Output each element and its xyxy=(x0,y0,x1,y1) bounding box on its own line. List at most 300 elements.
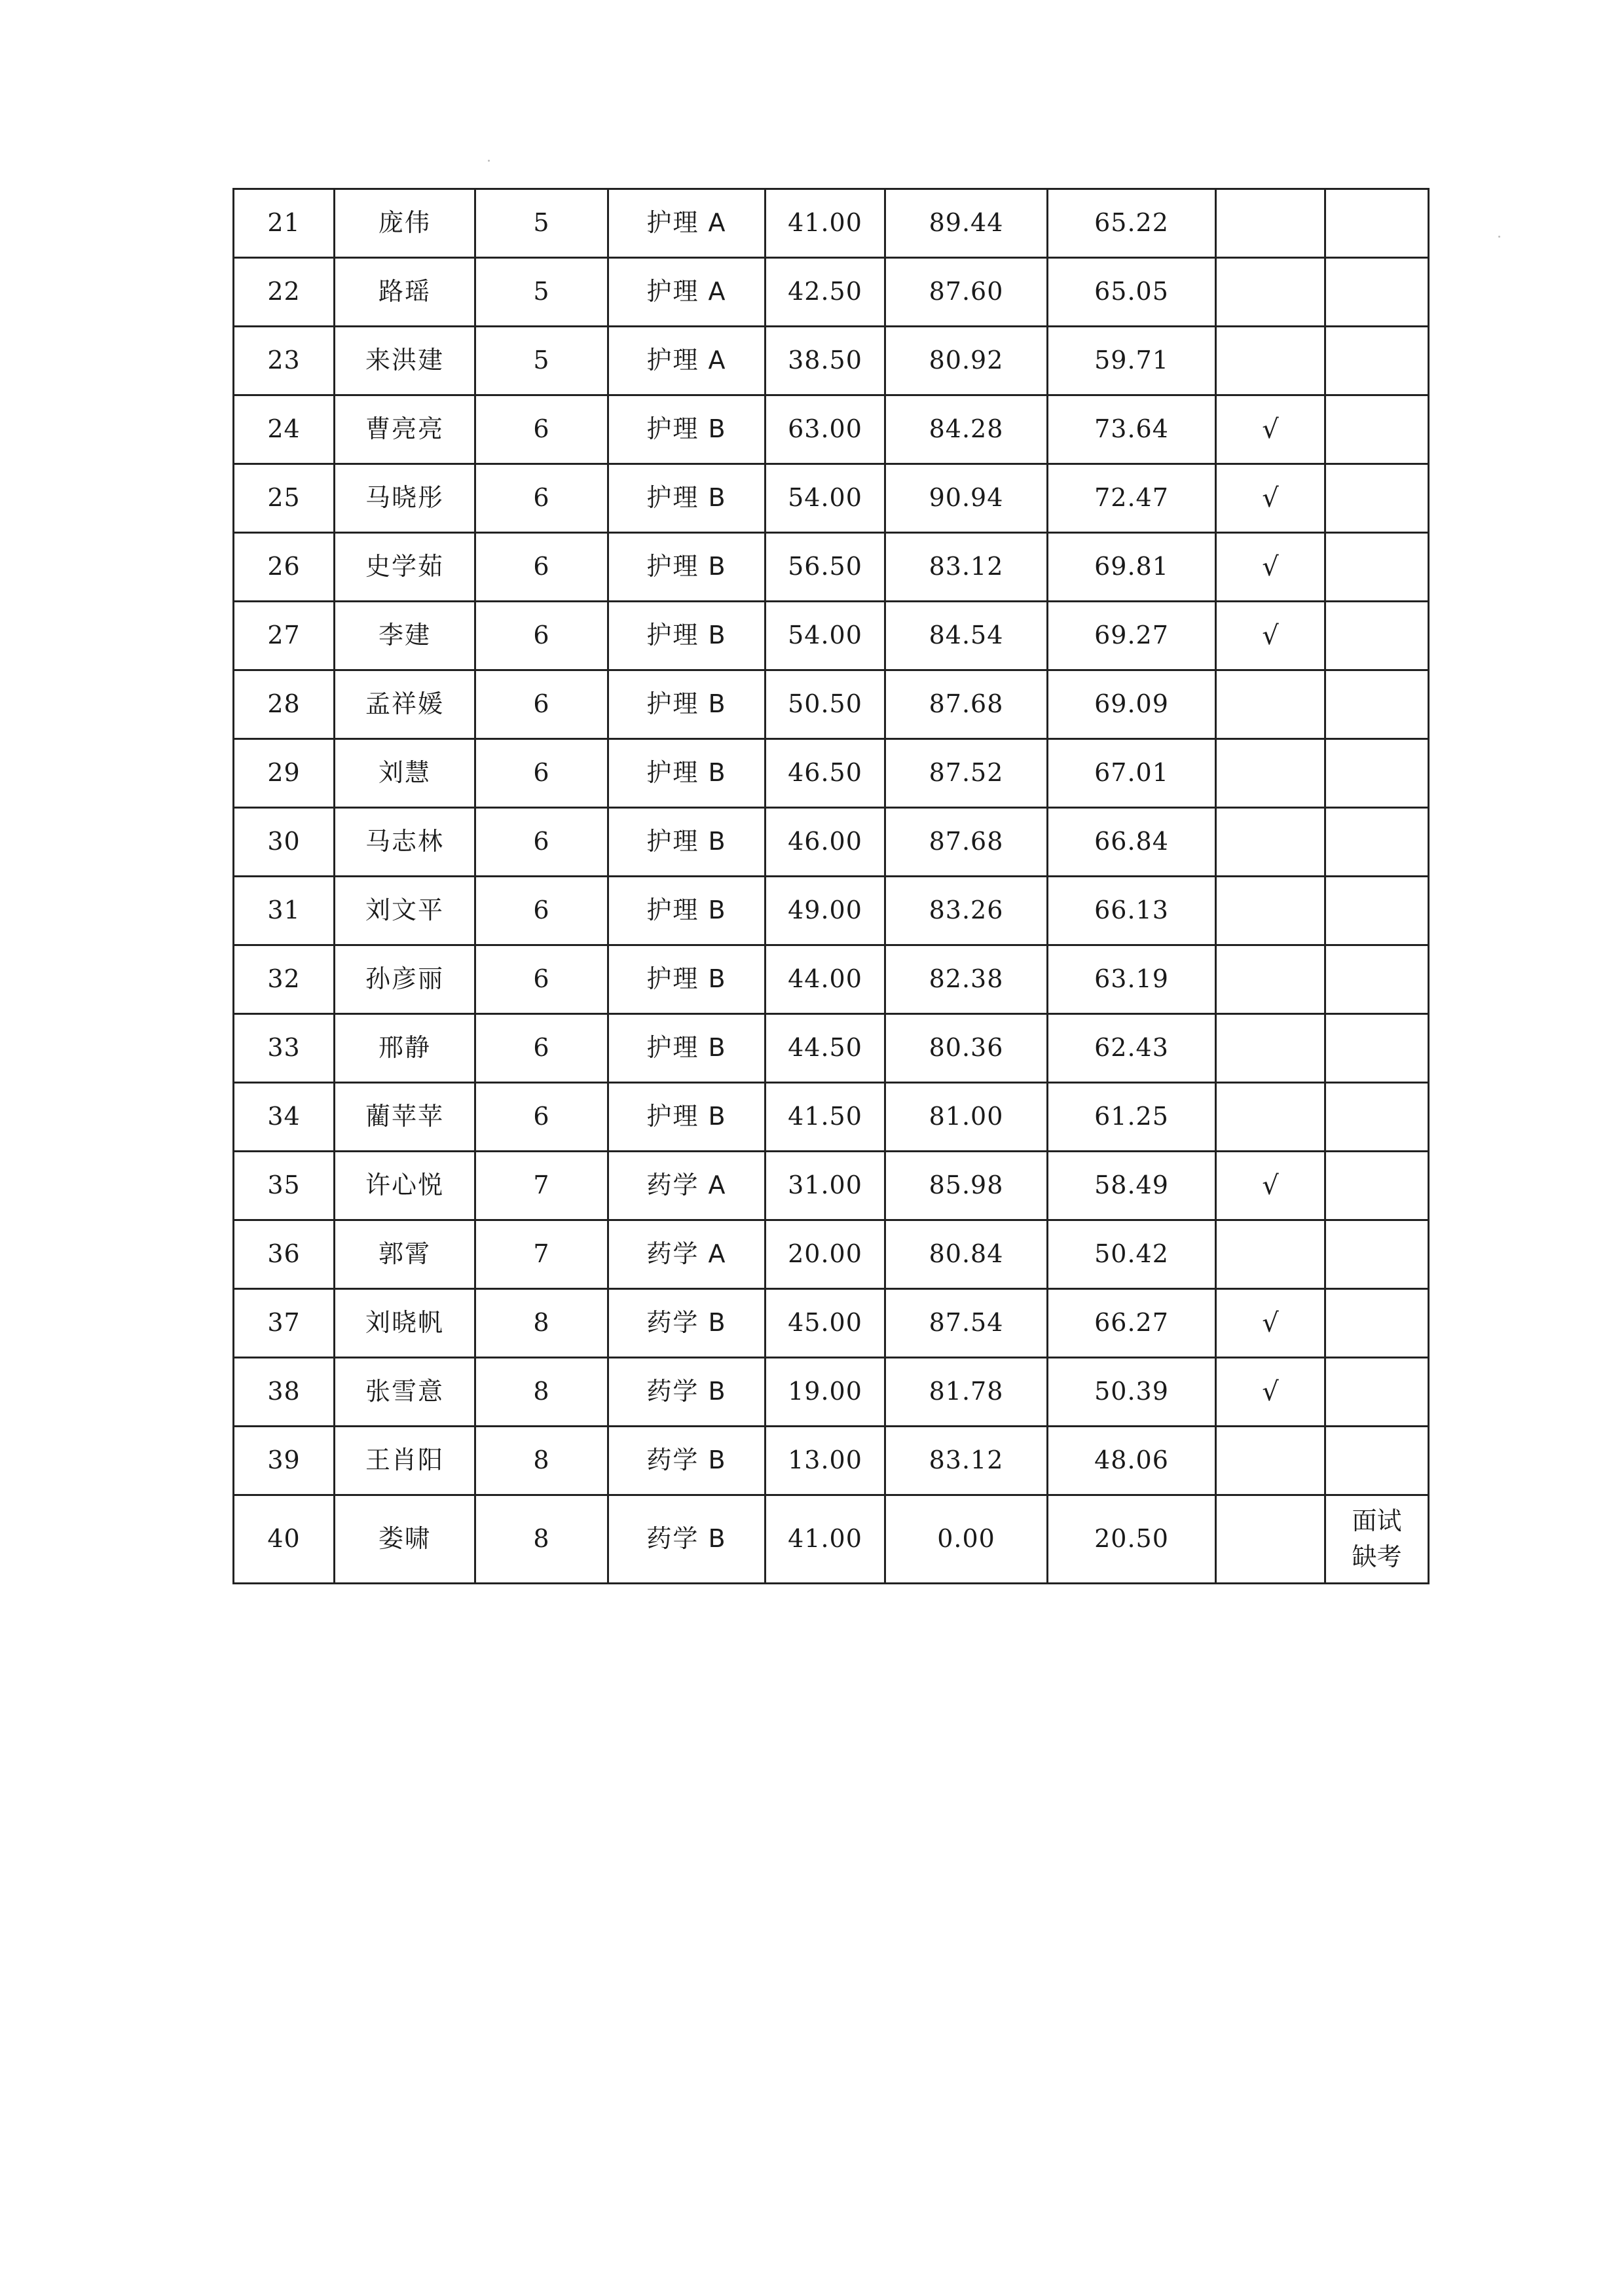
written-score-cell xyxy=(766,533,885,602)
post-name-cell xyxy=(608,189,766,258)
written-score-cell xyxy=(766,395,885,464)
candidate-name: 藺苹苹 xyxy=(365,1102,444,1131)
candidate-name: 张雪意 xyxy=(365,1377,444,1406)
interview-score-cell xyxy=(885,1289,1048,1358)
table-row xyxy=(234,739,1429,808)
candidate-name: 马志林 xyxy=(365,827,444,856)
post-name: 护理 B xyxy=(646,1102,727,1131)
total-score: 73.64 xyxy=(1094,414,1169,444)
group-number-cell xyxy=(475,1289,608,1358)
row-number: 40 xyxy=(267,1524,301,1554)
table-row xyxy=(234,258,1429,327)
candidate-name: 邢静 xyxy=(378,1033,431,1063)
candidate-name: 娄啸 xyxy=(378,1524,431,1554)
selected-mark-cell xyxy=(1216,1358,1325,1427)
written-score: 31.00 xyxy=(788,1171,862,1200)
scan-dot xyxy=(1498,236,1500,238)
selected-mark-cell xyxy=(1216,189,1325,258)
remark-cell xyxy=(1325,739,1429,808)
written-score: 41.50 xyxy=(788,1102,862,1131)
candidate-name-cell xyxy=(335,464,475,533)
interview-score: 81.00 xyxy=(929,1102,1004,1131)
selected-mark-cell xyxy=(1216,945,1325,1014)
group-number-cell xyxy=(475,1358,608,1427)
row-number-cell xyxy=(234,1427,335,1495)
interview-score-cell xyxy=(885,464,1048,533)
written-score-cell xyxy=(766,1289,885,1358)
table-row xyxy=(234,1495,1429,1584)
total-score-cell xyxy=(1048,327,1216,395)
total-score: 69.09 xyxy=(1094,689,1169,719)
table-row xyxy=(234,327,1429,395)
total-score: 69.81 xyxy=(1094,552,1169,581)
selected-mark-cell xyxy=(1216,1289,1325,1358)
interview-score: 87.68 xyxy=(929,689,1004,719)
remark-cell xyxy=(1325,1014,1429,1083)
selected-mark-cell xyxy=(1216,877,1325,945)
table-row xyxy=(234,533,1429,602)
total-score-cell xyxy=(1048,533,1216,602)
group-number: 6 xyxy=(533,758,550,788)
interview-score: 83.12 xyxy=(929,552,1004,581)
table-row xyxy=(234,602,1429,670)
written-score-cell xyxy=(766,189,885,258)
post-name: 护理 A xyxy=(646,346,727,375)
candidate-name-cell xyxy=(335,1495,475,1584)
group-number-cell xyxy=(475,464,608,533)
row-number-cell xyxy=(234,808,335,877)
interview-score-cell xyxy=(885,670,1048,739)
post-name: 护理 B xyxy=(646,1033,727,1063)
group-number-cell xyxy=(475,189,608,258)
written-score: 45.00 xyxy=(788,1308,862,1338)
row-number-cell xyxy=(234,1083,335,1152)
interview-score-cell xyxy=(885,1152,1048,1220)
remark-cell xyxy=(1325,808,1429,877)
table-row xyxy=(234,1289,1429,1358)
post-name-cell xyxy=(608,1014,766,1083)
total-score: 65.22 xyxy=(1094,208,1169,238)
total-score: 58.49 xyxy=(1094,1171,1169,1200)
row-number: 31 xyxy=(267,896,301,925)
post-name-cell xyxy=(608,1152,766,1220)
group-number-cell xyxy=(475,1083,608,1152)
post-name: 护理 B xyxy=(646,689,727,719)
row-number: 32 xyxy=(267,964,301,994)
post-name: 药学 B xyxy=(646,1446,727,1475)
row-number: 22 xyxy=(267,277,301,306)
written-score: 50.50 xyxy=(788,689,862,719)
row-number-cell xyxy=(234,602,335,670)
row-number-cell xyxy=(234,395,335,464)
interview-score: 85.98 xyxy=(929,1171,1004,1200)
written-score: 13.00 xyxy=(788,1446,862,1475)
row-number: 39 xyxy=(267,1446,301,1475)
remark-cell xyxy=(1325,602,1429,670)
candidate-name: 孙彦丽 xyxy=(365,964,444,994)
remark-cell xyxy=(1325,1289,1429,1358)
candidate-name: 李建 xyxy=(378,621,431,650)
candidate-name: 许心悦 xyxy=(365,1171,444,1200)
interview-score: 84.54 xyxy=(929,621,1004,650)
total-score-cell xyxy=(1048,1289,1216,1358)
remark-cell xyxy=(1325,1083,1429,1152)
table-row xyxy=(234,1083,1429,1152)
post-name: 护理 A xyxy=(646,208,727,238)
post-name-cell xyxy=(608,258,766,327)
interview-score: 0.00 xyxy=(937,1524,995,1554)
selected-mark-cell xyxy=(1216,1014,1325,1083)
selected-mark: √ xyxy=(1262,483,1279,513)
selected-mark-cell xyxy=(1216,258,1325,327)
interview-score-cell xyxy=(885,1014,1048,1083)
total-score: 65.05 xyxy=(1094,277,1169,306)
candidate-name: 郭霄 xyxy=(378,1239,431,1269)
post-name: 护理 A xyxy=(646,277,727,306)
table-row xyxy=(234,395,1429,464)
row-number: 34 xyxy=(267,1102,301,1131)
group-number: 6 xyxy=(533,896,550,925)
total-score: 50.39 xyxy=(1094,1377,1169,1406)
post-name-cell xyxy=(608,602,766,670)
selected-mark: √ xyxy=(1262,414,1279,445)
interview-score: 87.54 xyxy=(929,1308,1004,1338)
row-number: 23 xyxy=(267,346,301,375)
interview-score-cell xyxy=(885,1358,1048,1427)
candidate-name-cell xyxy=(335,327,475,395)
group-number: 5 xyxy=(533,277,550,306)
table-row xyxy=(234,1014,1429,1083)
interview-score-cell xyxy=(885,327,1048,395)
post-name-cell xyxy=(608,1289,766,1358)
written-score-cell xyxy=(766,877,885,945)
selected-mark-cell xyxy=(1216,533,1325,602)
group-number: 6 xyxy=(533,552,550,581)
row-number-cell xyxy=(234,1495,335,1584)
total-score: 59.71 xyxy=(1094,346,1169,375)
written-score-cell xyxy=(766,1495,885,1584)
remark-cell xyxy=(1325,670,1429,739)
remark-cell xyxy=(1325,1358,1429,1427)
interview-score: 89.44 xyxy=(929,208,1004,238)
candidate-name: 刘文平 xyxy=(365,896,444,925)
group-number: 8 xyxy=(533,1524,550,1554)
post-name: 护理 B xyxy=(646,758,727,788)
total-score-cell xyxy=(1048,1495,1216,1584)
written-score: 20.00 xyxy=(788,1239,862,1269)
written-score-cell xyxy=(766,327,885,395)
group-number: 6 xyxy=(533,964,550,994)
post-name: 药学 A xyxy=(646,1171,727,1200)
candidate-name-cell xyxy=(335,1427,475,1495)
group-number-cell xyxy=(475,945,608,1014)
written-score-cell xyxy=(766,1358,885,1427)
written-score-cell xyxy=(766,808,885,877)
candidate-name: 马晓彤 xyxy=(365,483,444,513)
group-number-cell xyxy=(475,739,608,808)
selected-mark: √ xyxy=(1262,552,1279,582)
table-row xyxy=(234,464,1429,533)
total-score: 50.42 xyxy=(1094,1239,1169,1269)
table-row xyxy=(234,1152,1429,1220)
total-score-cell xyxy=(1048,464,1216,533)
group-number-cell xyxy=(475,808,608,877)
table-row xyxy=(234,670,1429,739)
total-score-cell xyxy=(1048,670,1216,739)
written-score: 44.50 xyxy=(788,1033,862,1063)
candidate-name: 曹亮亮 xyxy=(365,414,444,444)
total-score-cell xyxy=(1048,808,1216,877)
total-score: 61.25 xyxy=(1094,1102,1169,1131)
remark-cell xyxy=(1325,258,1429,327)
candidate-name-cell xyxy=(335,1083,475,1152)
group-number-cell xyxy=(475,1152,608,1220)
interview-score-cell xyxy=(885,739,1048,808)
total-score-cell xyxy=(1048,877,1216,945)
selected-mark-cell xyxy=(1216,1427,1325,1495)
row-number-cell xyxy=(234,1152,335,1220)
written-score-cell xyxy=(766,602,885,670)
total-score-cell xyxy=(1048,189,1216,258)
interview-score: 90.94 xyxy=(929,483,1004,513)
total-score-cell xyxy=(1048,739,1216,808)
written-score-cell xyxy=(766,739,885,808)
remark-cell xyxy=(1325,1152,1429,1220)
candidate-name-cell xyxy=(335,189,475,258)
selected-mark-cell xyxy=(1216,602,1325,670)
written-score-cell xyxy=(766,1220,885,1289)
post-name-cell xyxy=(608,533,766,602)
candidate-name-cell xyxy=(335,945,475,1014)
total-score: 48.06 xyxy=(1094,1446,1169,1475)
remark-cell xyxy=(1325,1495,1429,1584)
group-number-cell xyxy=(475,670,608,739)
row-number: 33 xyxy=(267,1033,301,1063)
interview-score: 87.68 xyxy=(929,827,1004,856)
post-name: 护理 B xyxy=(646,964,727,994)
row-number: 36 xyxy=(267,1239,301,1269)
post-name-cell xyxy=(608,1358,766,1427)
group-number: 6 xyxy=(533,414,550,444)
candidate-name: 路瑶 xyxy=(378,277,431,306)
table-row xyxy=(234,877,1429,945)
row-number: 29 xyxy=(267,758,301,788)
interview-score-cell xyxy=(885,395,1048,464)
row-number-cell xyxy=(234,533,335,602)
candidate-name-cell xyxy=(335,533,475,602)
candidate-name: 刘晓帆 xyxy=(365,1308,444,1338)
group-number: 7 xyxy=(533,1239,550,1269)
written-score: 56.50 xyxy=(788,552,862,581)
table-row xyxy=(234,808,1429,877)
interview-score-cell xyxy=(885,533,1048,602)
written-score-cell xyxy=(766,670,885,739)
row-number: 35 xyxy=(267,1171,301,1200)
group-number: 6 xyxy=(533,689,550,719)
selected-mark-cell xyxy=(1216,395,1325,464)
selected-mark: √ xyxy=(1262,1171,1279,1201)
row-number-cell xyxy=(234,877,335,945)
selected-mark-cell xyxy=(1216,1083,1325,1152)
interview-score: 80.36 xyxy=(929,1033,1004,1063)
post-name-cell xyxy=(608,945,766,1014)
total-score-cell xyxy=(1048,1220,1216,1289)
total-score: 66.13 xyxy=(1094,896,1169,925)
interview-score-cell xyxy=(885,1220,1048,1289)
selected-mark: √ xyxy=(1262,621,1279,651)
selected-mark-cell xyxy=(1216,1152,1325,1220)
total-score: 62.43 xyxy=(1094,1033,1169,1063)
total-score: 67.01 xyxy=(1094,758,1169,788)
post-name-cell xyxy=(608,1220,766,1289)
post-name-cell xyxy=(608,327,766,395)
interview-score-cell xyxy=(885,189,1048,258)
selected-mark-cell xyxy=(1216,670,1325,739)
total-score-cell xyxy=(1048,1152,1216,1220)
remark-cell xyxy=(1325,327,1429,395)
interview-score-cell xyxy=(885,1495,1048,1584)
post-name-cell xyxy=(608,1427,766,1495)
candidate-name: 王肖阳 xyxy=(365,1446,444,1475)
group-number: 8 xyxy=(533,1446,550,1475)
post-name-cell xyxy=(608,739,766,808)
row-number-cell xyxy=(234,464,335,533)
row-number-cell xyxy=(234,189,335,258)
post-name: 护理 B xyxy=(646,414,727,444)
written-score-cell xyxy=(766,945,885,1014)
candidate-name-cell xyxy=(335,602,475,670)
group-number-cell xyxy=(475,602,608,670)
row-number: 26 xyxy=(267,552,301,581)
candidate-name-cell xyxy=(335,739,475,808)
selected-mark-cell xyxy=(1216,327,1325,395)
written-score-cell xyxy=(766,1152,885,1220)
selected-mark: √ xyxy=(1262,1308,1279,1338)
row-number-cell xyxy=(234,670,335,739)
interview-score-cell xyxy=(885,602,1048,670)
group-number-cell xyxy=(475,1495,608,1584)
written-score: 44.00 xyxy=(788,964,862,994)
total-score-cell xyxy=(1048,258,1216,327)
total-score-cell xyxy=(1048,1083,1216,1152)
candidate-name-cell xyxy=(335,808,475,877)
candidate-name-cell xyxy=(335,395,475,464)
post-name: 护理 B xyxy=(646,827,727,856)
interview-score: 80.92 xyxy=(929,346,1004,375)
group-number: 8 xyxy=(533,1377,550,1406)
table-row xyxy=(234,1427,1429,1495)
written-score-cell xyxy=(766,1427,885,1495)
interview-score-cell xyxy=(885,258,1048,327)
post-name: 药学 A xyxy=(646,1239,727,1269)
written-score: 41.00 xyxy=(788,208,862,238)
total-score-cell xyxy=(1048,1427,1216,1495)
total-score: 66.27 xyxy=(1094,1308,1169,1338)
remark-cell xyxy=(1325,1220,1429,1289)
group-number: 8 xyxy=(533,1308,550,1338)
group-number: 5 xyxy=(533,208,550,238)
row-number-cell xyxy=(234,1220,335,1289)
row-number: 38 xyxy=(267,1377,301,1406)
remark-cell xyxy=(1325,395,1429,464)
group-number: 6 xyxy=(533,1033,550,1063)
row-number: 25 xyxy=(267,483,301,513)
remark-cell xyxy=(1325,464,1429,533)
written-score: 54.00 xyxy=(788,621,862,650)
written-score-cell xyxy=(766,1014,885,1083)
written-score: 49.00 xyxy=(788,896,862,925)
interview-score-cell xyxy=(885,877,1048,945)
group-number-cell xyxy=(475,327,608,395)
remark-cell xyxy=(1325,189,1429,258)
row-number: 37 xyxy=(267,1308,301,1338)
total-score: 63.19 xyxy=(1094,964,1169,994)
row-number-cell xyxy=(234,945,335,1014)
row-number: 30 xyxy=(267,827,301,856)
selected-mark: √ xyxy=(1262,1377,1279,1407)
group-number: 5 xyxy=(533,346,550,375)
written-score-cell xyxy=(766,258,885,327)
post-name: 护理 B xyxy=(646,621,727,650)
row-number: 27 xyxy=(267,621,301,650)
interview-score-cell xyxy=(885,1427,1048,1495)
total-score-cell xyxy=(1048,1014,1216,1083)
row-number: 28 xyxy=(267,689,301,719)
written-score: 54.00 xyxy=(788,483,862,513)
table-row xyxy=(234,945,1429,1014)
written-score: 41.00 xyxy=(788,1524,862,1554)
selected-mark-cell xyxy=(1216,739,1325,808)
candidate-name-cell xyxy=(335,1014,475,1083)
table-row xyxy=(234,1358,1429,1427)
total-score: 66.84 xyxy=(1094,827,1169,856)
post-name-cell xyxy=(608,1495,766,1584)
row-number: 21 xyxy=(267,208,301,238)
selected-mark-cell xyxy=(1216,1495,1325,1584)
interview-score: 87.52 xyxy=(929,758,1004,788)
row-number: 24 xyxy=(267,414,301,444)
post-name-cell xyxy=(608,808,766,877)
post-name-cell xyxy=(608,877,766,945)
post-name: 药学 B xyxy=(646,1524,727,1554)
selected-mark-cell xyxy=(1216,464,1325,533)
group-number-cell xyxy=(475,1427,608,1495)
candidate-name-cell xyxy=(335,670,475,739)
group-number-cell xyxy=(475,533,608,602)
interview-score-cell xyxy=(885,945,1048,1014)
candidate-name-cell xyxy=(335,1289,475,1358)
candidate-name: 史学茹 xyxy=(365,552,444,581)
group-number: 6 xyxy=(533,621,550,650)
remark: 面试 缺考 xyxy=(1352,1506,1402,1571)
written-score: 38.50 xyxy=(788,346,862,375)
row-number-cell xyxy=(234,1014,335,1083)
selected-mark-cell xyxy=(1216,1220,1325,1289)
total-score: 72.47 xyxy=(1094,483,1169,513)
post-name: 护理 B xyxy=(646,896,727,925)
row-number-cell xyxy=(234,739,335,808)
total-score-cell xyxy=(1048,1358,1216,1427)
written-score: 46.00 xyxy=(788,827,862,856)
candidate-name: 庞伟 xyxy=(378,208,431,238)
interview-score: 83.12 xyxy=(929,1446,1004,1475)
candidate-name: 来洪建 xyxy=(365,346,444,375)
group-number: 6 xyxy=(533,827,550,856)
total-score-cell xyxy=(1048,602,1216,670)
written-score-cell xyxy=(766,464,885,533)
candidate-name-cell xyxy=(335,1220,475,1289)
remark-cell xyxy=(1325,1427,1429,1495)
